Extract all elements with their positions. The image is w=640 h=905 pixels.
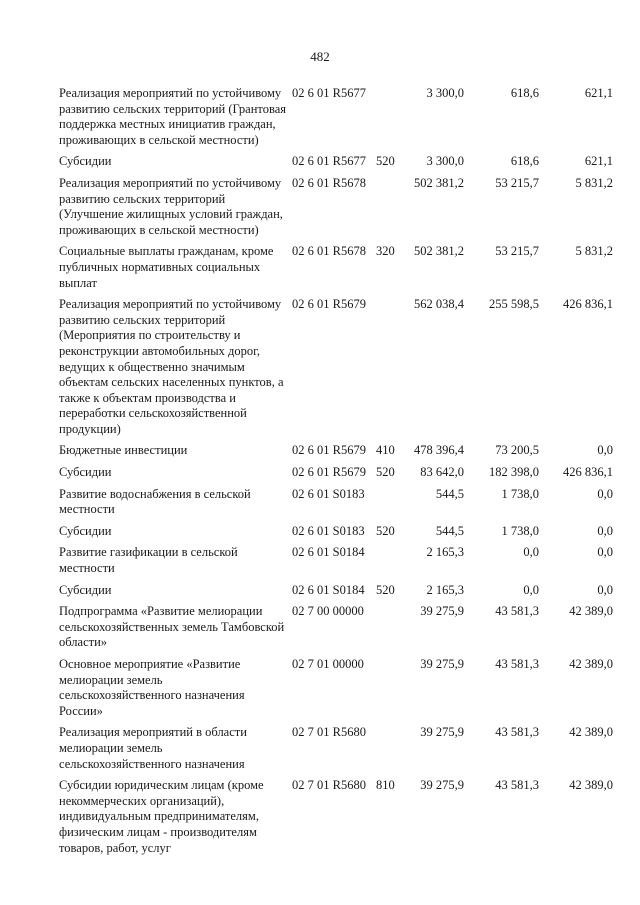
row-value-2: 43 581,3 <box>495 657 539 671</box>
table-row <box>0 297 640 437</box>
row-csr: 02 7 01 R5680 <box>292 725 366 740</box>
row-name: Реализация мероприятий по устойчивому развитию сельских территорий (Улучшение жилищных условий граждан, проживающих в сельской местности) <box>59 175 283 237</box>
table-row <box>0 604 640 651</box>
row-csr: 02 6 01 S0183 <box>292 486 365 501</box>
row-vr: 520 <box>376 582 395 597</box>
table-row <box>0 176 640 238</box>
row-csr: 02 6 01 R5678 <box>292 175 366 190</box>
budget-table <box>0 86 640 862</box>
row-name: Развитие газификации в сельской местности <box>59 545 238 576</box>
row-value-3: 0,0 <box>597 486 613 501</box>
row-value-3: 426 836,1 <box>563 465 613 480</box>
row-name: Субсидии юридическим лицам (кроме некоммерческих организаций), индивидуальным предпринимателям, физическим лицам - производителям товаров, работ, услуг <box>59 778 264 855</box>
row-value-1: 2 165,3 <box>426 545 464 560</box>
row-csr: 02 7 01 00000 <box>292 657 364 671</box>
row-value-3: 621,1 <box>584 86 613 100</box>
table-row <box>0 154 640 170</box>
row-value-1: 502 381,2 <box>414 244 464 259</box>
row-value-3: 42 389,0 <box>569 657 613 671</box>
row-value-2: 43 581,3 <box>495 725 539 740</box>
row-value-3: 5 831,2 <box>575 244 613 259</box>
row-name: Реализация мероприятий в области мелиорации земель сельскохозяйственного назначения <box>59 725 247 771</box>
row-csr: 02 6 01 R5679 <box>292 465 366 480</box>
row-value-1: 39 275,9 <box>420 778 464 793</box>
table-row <box>0 583 640 599</box>
row-vr: 520 <box>376 154 395 169</box>
row-name: Реализация мероприятий по устойчивому развитию сельских территорий (Грантовая поддержка местных инициатив граждан, проживающих в сельской местности) <box>59 86 286 147</box>
row-name: Субсидии <box>59 465 112 480</box>
row-value-1: 478 396,4 <box>414 443 464 458</box>
row-value-2: 618,6 <box>510 86 539 100</box>
row-csr: 02 6 01 S0183 <box>292 523 365 538</box>
row-value-3: 426 836,1 <box>563 297 613 312</box>
table-row <box>0 86 640 148</box>
row-vr: 410 <box>376 443 395 458</box>
row-csr: 02 6 01 R5677 <box>292 86 366 100</box>
table-row <box>0 465 640 481</box>
row-value-2: 53 215,7 <box>495 175 539 190</box>
row-csr: 02 6 01 R5677 <box>292 154 366 169</box>
row-value-3: 0,0 <box>597 582 613 597</box>
row-value-2: 618,6 <box>510 154 539 169</box>
row-value-3: 5 831,2 <box>575 175 613 190</box>
table-row <box>0 545 640 576</box>
row-value-2: 0,0 <box>523 545 539 560</box>
page-number: 482 <box>310 49 330 64</box>
row-csr: 02 6 01 R5678 <box>292 244 366 259</box>
table-row <box>0 657 640 719</box>
row-value-1: 39 275,9 <box>420 604 464 619</box>
row-name: Субсидии <box>59 523 112 538</box>
table-row <box>0 487 640 518</box>
row-csr: 02 7 01 R5680 <box>292 778 366 793</box>
row-value-1: 2 165,3 <box>426 582 464 597</box>
row-value-2: 0,0 <box>523 582 539 597</box>
table-row <box>0 725 640 772</box>
row-value-3: 42 389,0 <box>569 604 613 619</box>
row-csr: 02 6 01 R5679 <box>292 443 366 458</box>
row-csr: 02 7 00 00000 <box>292 604 364 619</box>
row-name: Реализация мероприятий по устойчивому развитию сельских территорий (Мероприятия по строительству и реконструкции автомобильных дорог, ведущих к общественно значимым объектам сельских населенных пунктов, а также к объектам производства и переработки сельскохозяйственной продукции) <box>59 297 284 436</box>
row-name: Основное мероприятие «Развитие мелиорации земель сельскохозяйственного назначения России» <box>59 657 245 718</box>
row-csr: 02 6 01 S0184 <box>292 545 365 560</box>
table-row <box>0 524 640 540</box>
row-value-2: 255 598,5 <box>489 297 539 312</box>
row-name: Подпрограмма «Развитие мелиорации сельскохозяйственных земель Тамбовской области» <box>59 604 285 650</box>
row-value-2: 53 215,7 <box>495 244 539 259</box>
row-vr: 320 <box>376 244 395 259</box>
row-value-2: 73 200,5 <box>495 443 539 458</box>
row-name: Субсидии <box>59 154 112 169</box>
row-name: Субсидии <box>59 582 112 597</box>
row-value-1: 3 300,0 <box>426 86 464 100</box>
row-value-1: 544,5 <box>435 523 464 538</box>
row-value-2: 43 581,3 <box>495 604 539 619</box>
row-csr: 02 6 01 S0184 <box>292 582 365 597</box>
table-row <box>0 244 640 291</box>
row-name: Развитие водоснабжения в сельской местности <box>59 486 251 517</box>
row-value-3: 621,1 <box>584 154 613 169</box>
row-value-1: 3 300,0 <box>426 154 464 169</box>
row-value-2: 182 398,0 <box>489 465 539 480</box>
row-value-1: 83 642,0 <box>420 465 464 480</box>
row-name: Бюджетные инвестиции <box>59 443 188 458</box>
row-value-3: 0,0 <box>597 523 613 538</box>
row-csr: 02 6 01 R5679 <box>292 297 366 312</box>
row-value-1: 562 038,4 <box>414 297 464 312</box>
row-name: Социальные выплаты гражданам, кроме публичных нормативных социальных выплат <box>59 244 274 290</box>
table-row <box>0 778 640 856</box>
row-vr: 520 <box>376 465 395 480</box>
row-value-2: 43 581,3 <box>495 778 539 793</box>
row-value-2: 1 738,0 <box>501 523 539 538</box>
row-value-1: 39 275,9 <box>420 657 464 671</box>
row-value-1: 502 381,2 <box>414 175 464 190</box>
table-row <box>0 443 640 459</box>
row-value-3: 42 389,0 <box>569 778 613 793</box>
row-vr: 520 <box>376 523 395 538</box>
row-value-3: 0,0 <box>597 443 613 458</box>
row-vr: 810 <box>376 778 395 793</box>
row-value-1: 39 275,9 <box>420 725 464 740</box>
row-value-2: 1 738,0 <box>501 486 539 501</box>
row-value-3: 0,0 <box>597 545 613 560</box>
row-value-1: 544,5 <box>435 486 464 501</box>
row-value-3: 42 389,0 <box>569 725 613 740</box>
